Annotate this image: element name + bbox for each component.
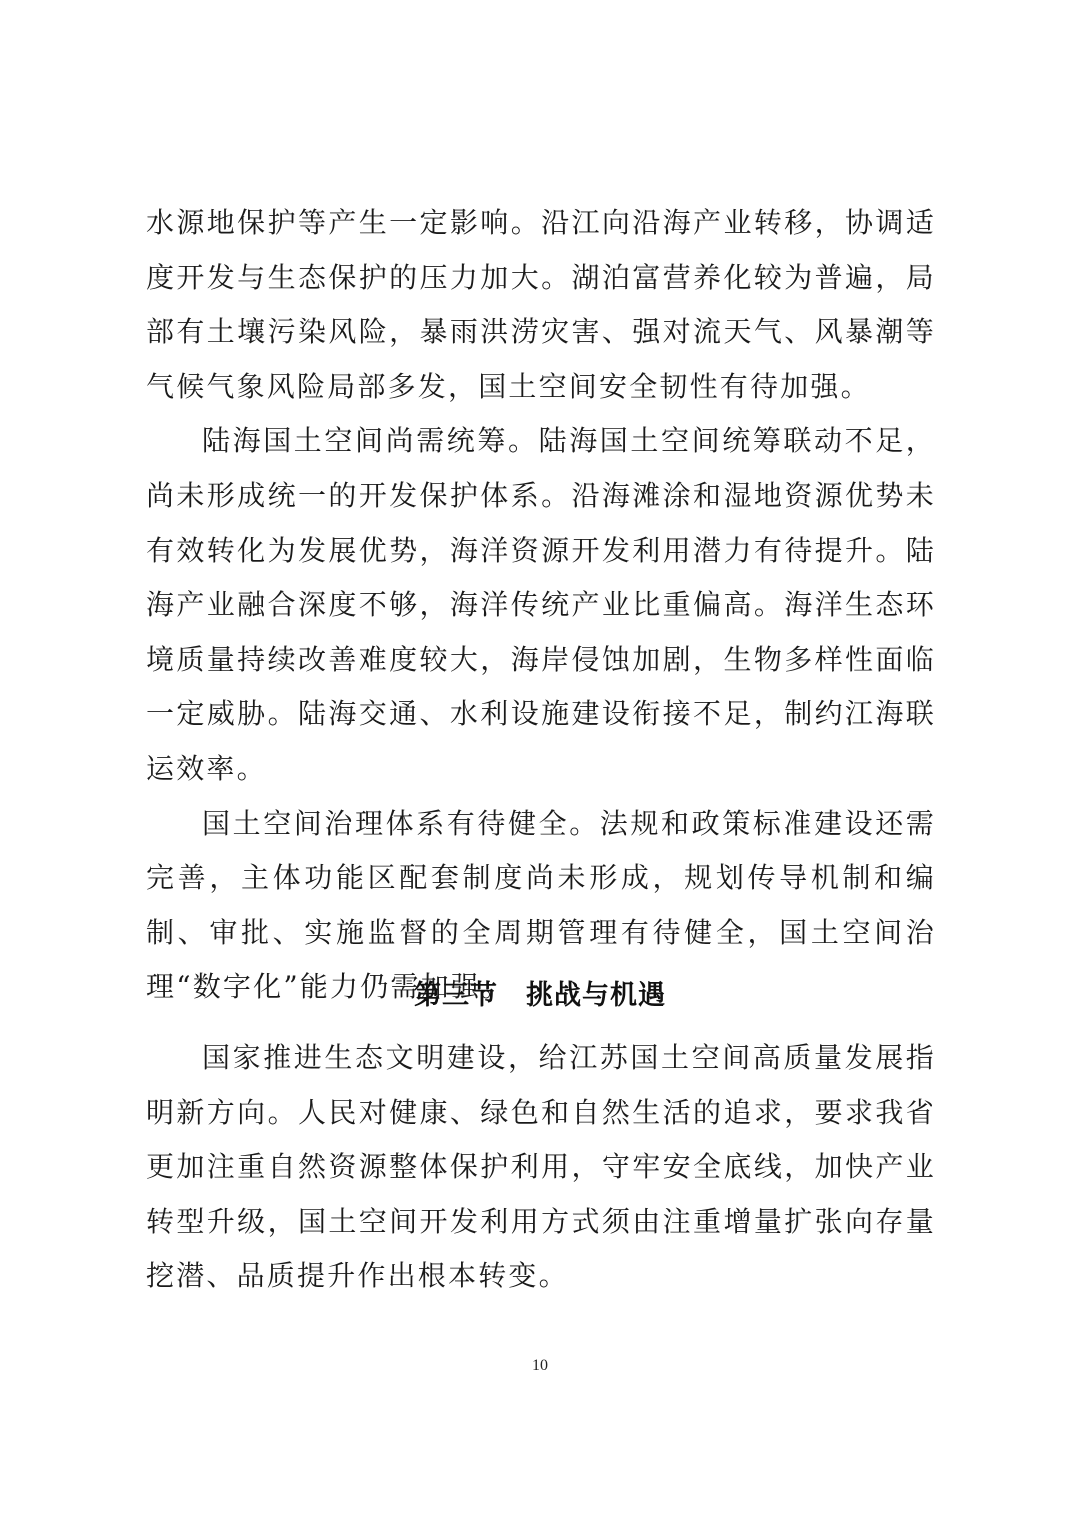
paragraph-governance-system: 国土空间治理体系有待健全。法规和政策标准建设还需完善，主体功能区配套制度尚未形成，规划传导机制和编制、审批、实施监督的全周期管理有待健全，国土空间治理“数字化”能力仍需加强。 bbox=[146, 806, 936, 1004]
paragraph-ecological-civilization: 国家推进生态文明建设，给江苏国土空间高质量发展指明新方向。人民对健康、绿色和自然生活的追求，要求我省更加注重自然资源整体保护利用，守牢安全底线，加快产业转型升级，国土空间开发利用方式须由注重增量扩张向存量挖潜、品质提升作出根本转变。 bbox=[146, 1041, 936, 1293]
paragraph-continued: 水源地保护等产生一定影响。沿江向沿海产业转移，协调适度开发与生态保护的压力加大。湖泊富营养化较为普遍，局部有土壤污染风险，暴雨洪涝灾害、强对流天气、风暴潮等气候气象风险局部多发，国土空间安全韧性有待加强。 bbox=[146, 206, 936, 403]
page-number: 10 bbox=[532, 1357, 548, 1374]
text-block-after-heading bbox=[146, 1031, 936, 1304]
paragraph-land-sea-coordination: 陆海国土空间尚需统筹。陆海国土空间统筹联动不足，尚未形成统一的开发保护体系。沿海滩涂和湿地资源优势未有效转化为发展优势，海洋资源开发利用潜力有待提升。陆海产业融合深度不够，海洋传统产业比重偏高。海洋生态环境质量持续改善难度较大，海岸侵蚀加剧，生物多样性面临一定威胁。陆海交通、水利设施建设衔接不足，制约江海联运效率。 bbox=[146, 424, 936, 785]
text-block-before-heading bbox=[146, 196, 936, 1015]
section-heading: 第三节 挑战与机遇 bbox=[414, 980, 666, 1011]
